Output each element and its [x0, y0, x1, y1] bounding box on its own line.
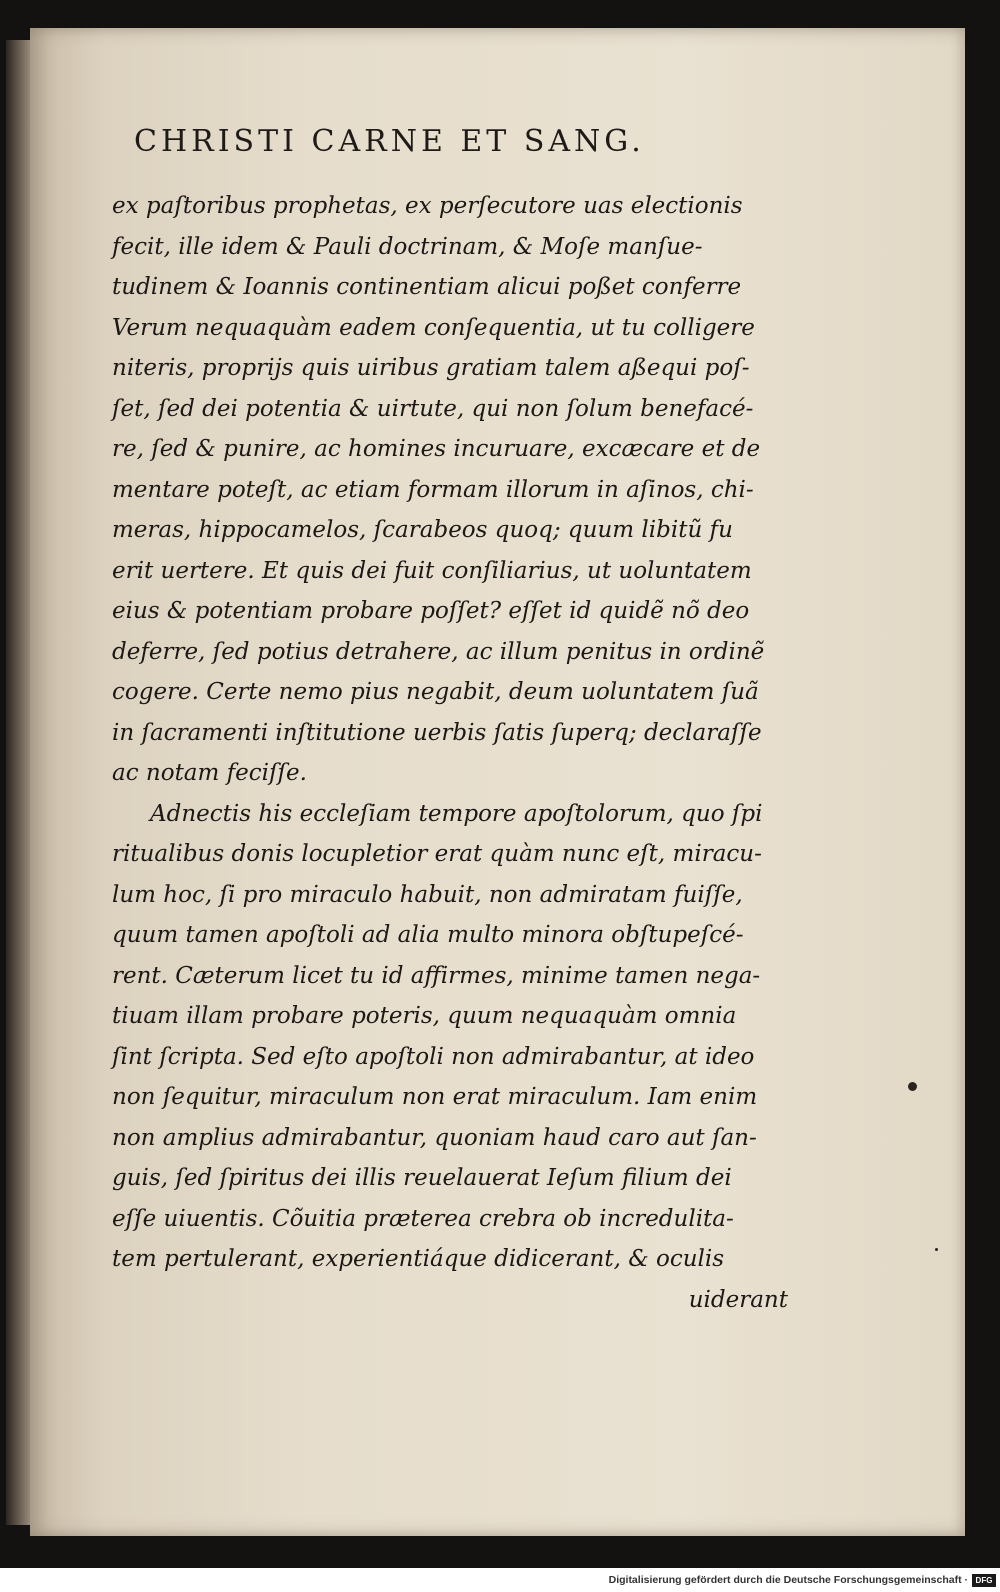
text-line: re, ſed & punire, ac homines incuruare, excæcare et de	[112, 436, 761, 462]
text-line: tem pertulerant, experientiáque didicerant, & oculis	[112, 1246, 725, 1272]
text-line: quum tamen apoſtoli ad alia multo minora obſtupeſcé-	[112, 922, 744, 948]
text-line: Verum nequaquàm eadem conſequentia, ut tu colligere	[112, 314, 755, 341]
text-line: eſſe uiuentis. Cõuitia præterea crebra ob incredulita-	[112, 1205, 734, 1232]
catchword: uiderant	[688, 1286, 788, 1313]
text-line: fecit, ille idem & Pauli doctrinam, & Moſe manſue-	[112, 233, 703, 260]
book-page	[30, 28, 965, 1536]
text-line: ex paſtoribus prophetas, ex perſecutore uas electionis	[112, 193, 743, 219]
text-line: lum hoc, ſi pro miraculo habuit, non admiratam fuiſſe,	[112, 881, 743, 908]
funding-credit: Digitalisierung gefördert durch die Deutsche Forschungsgemeinschaft ·	[608, 1574, 968, 1586]
text-line: niteris, proprijs quis uiribus gratiam talem aßequi poſ-	[112, 355, 750, 381]
text-line: erit uertere. Et quis dei fuit conſiliarius, ut uoluntatem	[112, 557, 752, 584]
text-line: deferre, ſed potius detrahere, ac illum penitus in ordinẽ	[112, 638, 765, 665]
text-line: rent. Cæterum licet tu id affirmes, minime tamen nega-	[112, 962, 761, 989]
text-line: meras, hippocamelos, ſcarabeos quoq; quum libitũ fu	[112, 517, 733, 543]
text-line: ſint ſcripta. Sed eſto apoſtoli non admirabantur, at ideo	[112, 1043, 755, 1070]
text-line: tiuam illam probare poteris, quum nequaquàm omnia	[112, 1003, 737, 1029]
text-line: non amplius admirabantur, quoniam haud caro aut ſan-	[112, 1124, 757, 1151]
text-line: eius & potentiam probare poſſet? eſſet id quidẽ nõ deo	[112, 598, 750, 624]
text-line: ac notam feciſſe.	[112, 760, 307, 786]
text-line: cogere. Certe nemo pius negabit, deum uoluntatem ſuã	[112, 679, 759, 705]
text-line: in ſacramenti inſtitutione uerbis ſatis ſuperq; declaraſſe	[112, 719, 762, 746]
text-line: ſet, ſed dei potentia & uirtute, qui non ſolum benefacé-	[112, 395, 754, 422]
text-line: tudinem & Ioannis continentiam alicui poßet conferre	[112, 274, 742, 300]
text-line: mentare poteſt, ac etiam formam illorum in aſinos, chi-	[112, 476, 754, 503]
text-line: non ſequitur, miraculum non erat miraculum. Iam enim	[112, 1084, 758, 1110]
text-line: ritualibus donis locupletior erat quàm nunc eſt, miracu-	[112, 841, 762, 867]
text-line-paragraph-start: Adnectis his eccleſiam tempore apoſtolorum, quo ſpi	[150, 800, 763, 827]
running-head: CHRISTI CARNE ET SANG.	[134, 124, 645, 159]
body-text	[112, 186, 792, 1320]
paper-speck	[935, 1248, 938, 1251]
text-line: guis, ſed ſpiritus dei illis reuelauerat Ieſum filium dei	[112, 1165, 732, 1191]
paper-speck	[908, 1082, 917, 1091]
dfg-logo: DFG	[972, 1574, 996, 1587]
footer-bar	[0, 1570, 1000, 1592]
